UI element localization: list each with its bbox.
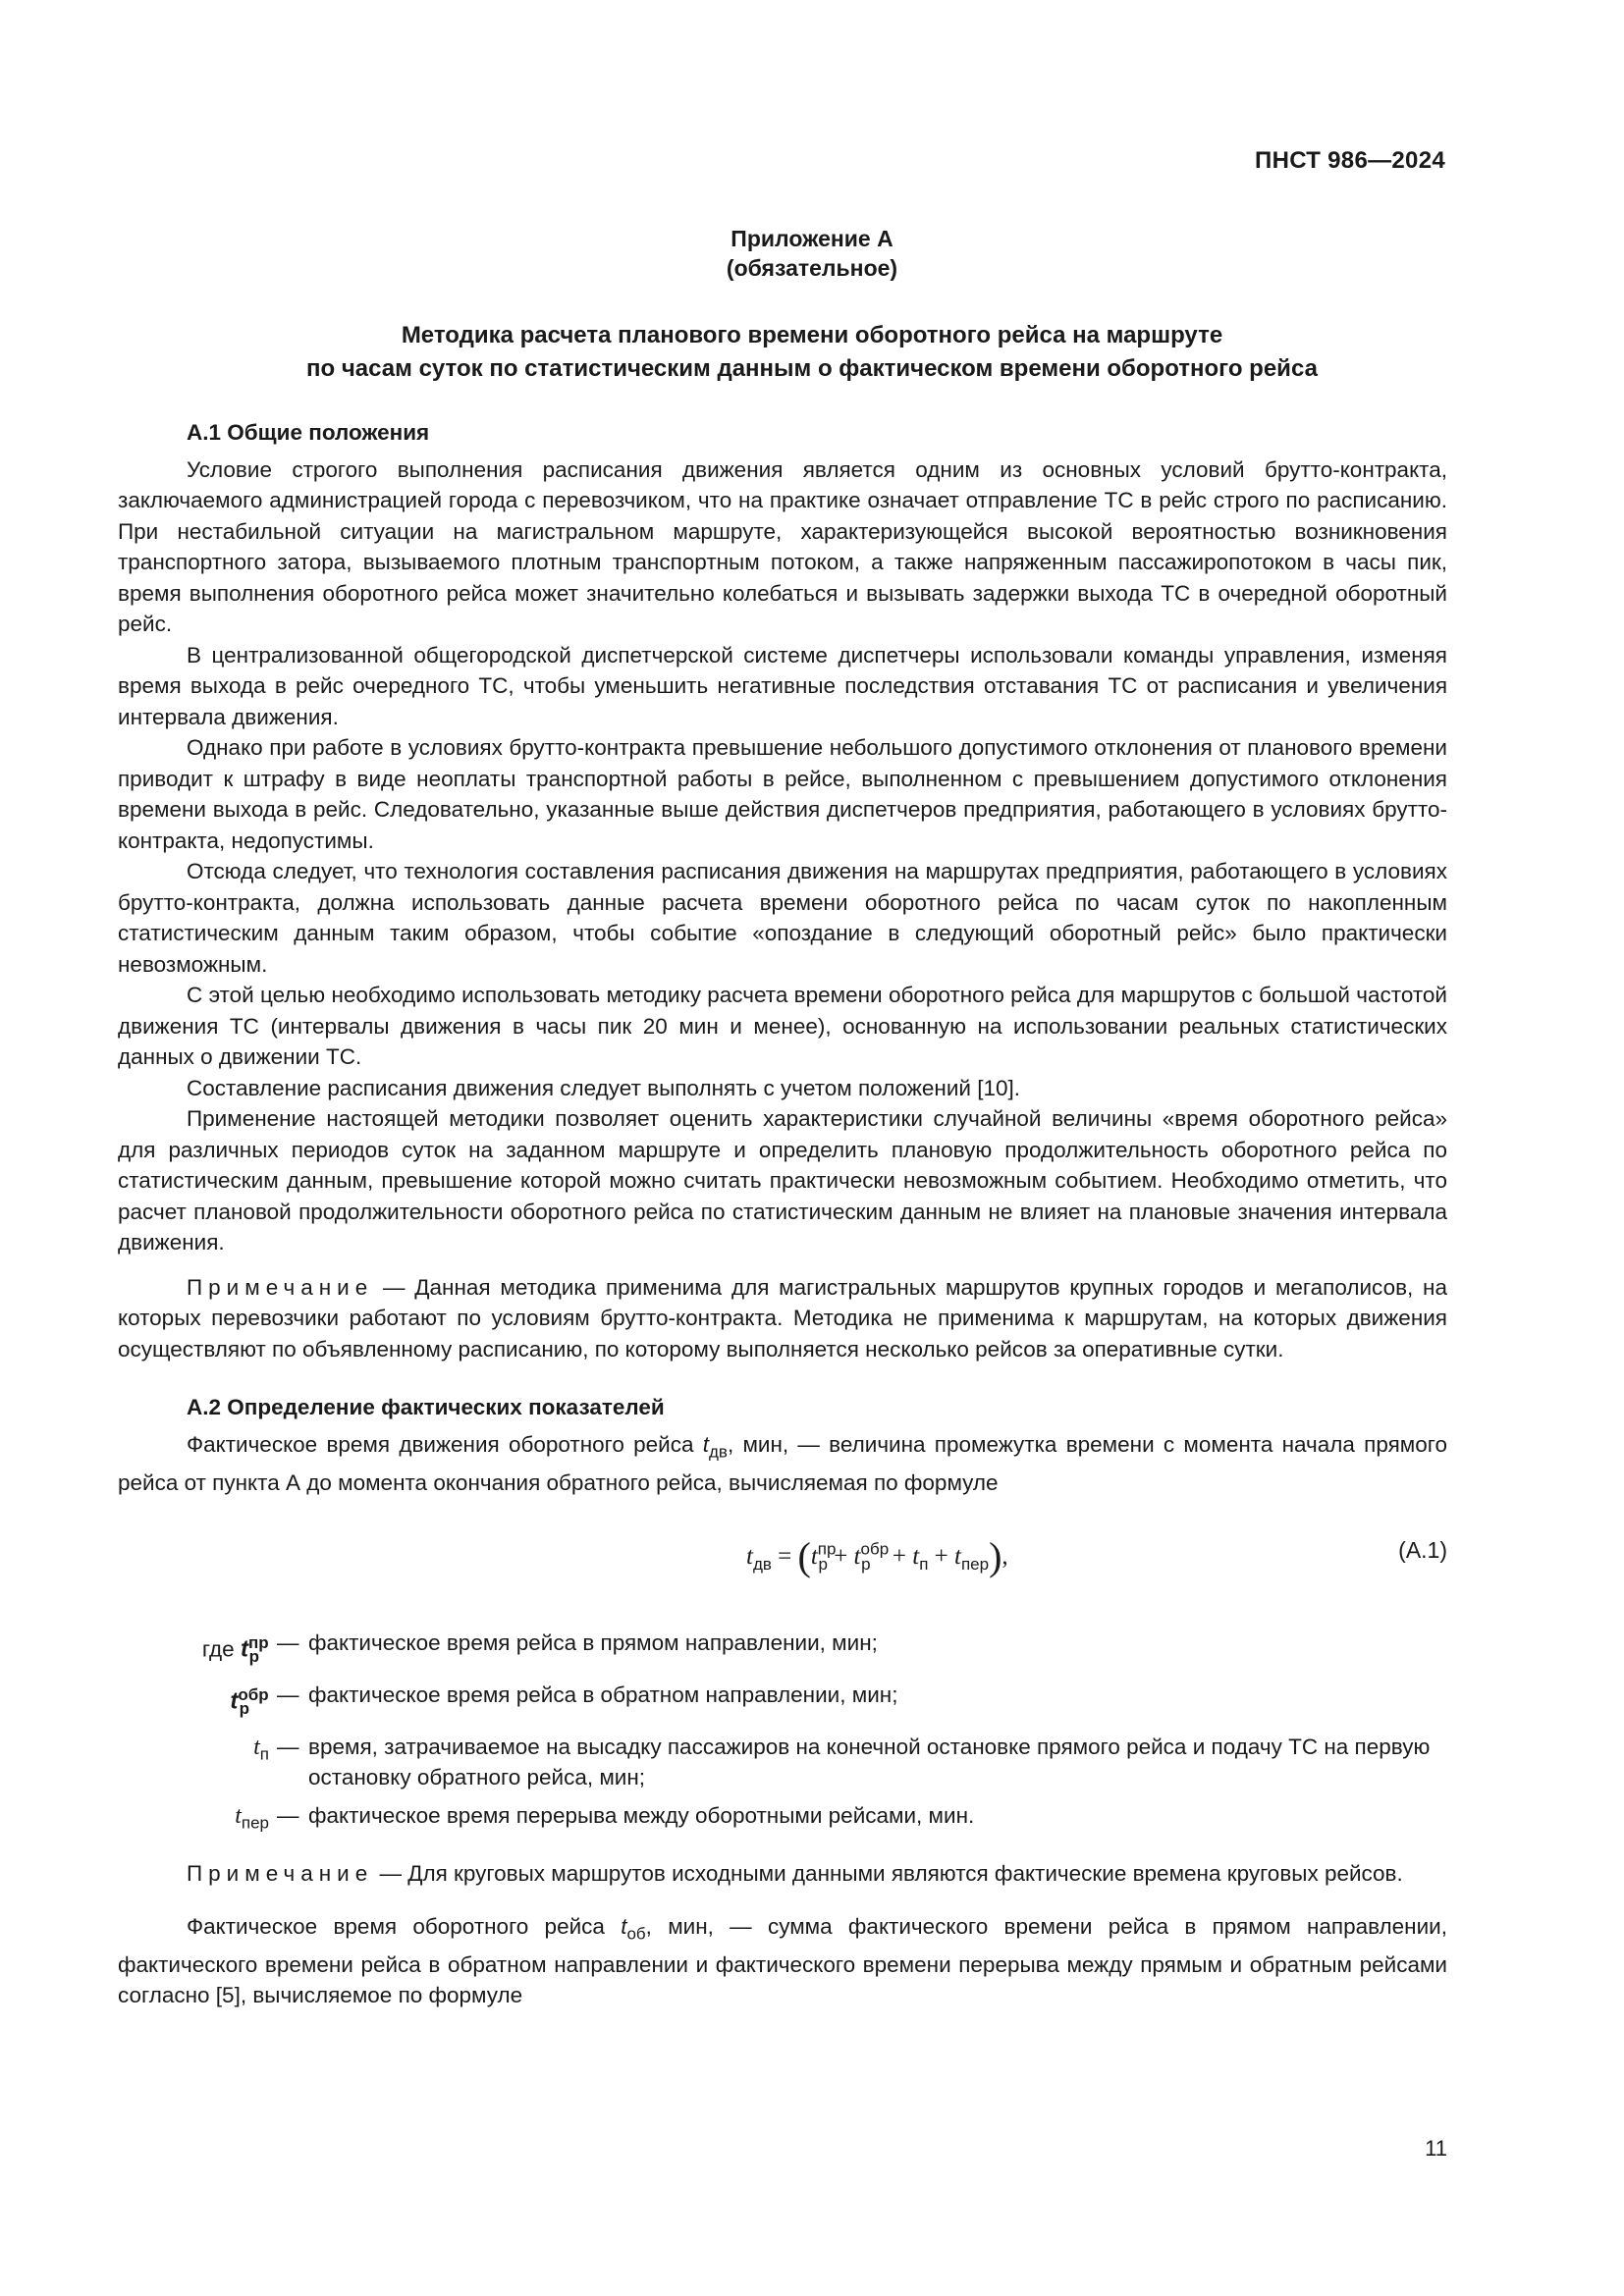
formula-subscript: дв: [752, 1555, 772, 1574]
formula-symbol: t: [912, 1543, 920, 1570]
note-text: — Для круговых маршрутов исходными данными являются фактические времена круговых рейсов.: [373, 1861, 1403, 1886]
section-a2-heading: А.2 Определение фактических показателей: [187, 1395, 665, 1419]
formula-operator: +: [834, 1543, 848, 1570]
legend-text: фактическое время рейса в обратном направлении, мин;: [308, 1682, 898, 1707]
formula-subscript: п: [919, 1555, 929, 1574]
legend-dash: —: [277, 1735, 299, 1759]
legend-prefix: где: [201, 1636, 241, 1662]
paragraph: [118, 1911, 1447, 2011]
legend-sub: р: [239, 1699, 249, 1718]
t-symbol: t: [621, 1913, 627, 1939]
note: [118, 1858, 1447, 1890]
page-number: 11: [1425, 2136, 1447, 2161]
section-a1: [118, 417, 1447, 1364]
legend-row: [118, 1800, 1447, 1839]
note: [118, 1272, 1447, 1365]
paragraph: В централизованной общегородской диспетчерской системе диспетчеры использовали команды управления, изменяя время выхода в рейс очередного ТС, чтобы уменьшить негативные последствия отставания ТС от расписания и увеличения интервала движения.: [118, 642, 1447, 729]
formula-operator: +: [892, 1543, 906, 1570]
paragraph: Применение настоящей методики позволяет оценить характеристики случайной величины «время оборотного рейса» для различных периодов суток на заданном маршруте и определить плановую продолжительность оборотного рейса по статистическим данным, превышение которой можно считать практически невозможным событием. Необходимо отметить, что расчет плановой продолжительности оборотного рейса по статистическим данным не влияет на плановые значения интервала движения.: [118, 1106, 1447, 1255]
paragraph: Составление расписания движения следует выполнять с учетом положений [10].: [187, 1075, 1021, 1100]
legend-row: [118, 1680, 1447, 1724]
t-subscript: об: [626, 1924, 646, 1943]
legend-dash: —: [277, 1630, 299, 1655]
formula-a1: [118, 1531, 1447, 1590]
document-code: ПНСТ 986—2024: [1255, 147, 1445, 174]
legend-sup: пр: [247, 1633, 269, 1652]
formula-superscript: обр: [860, 1539, 890, 1559]
closing-text: Фактическое время оборотного рейса: [187, 1913, 622, 1939]
section-a2: [118, 1392, 1447, 1498]
formula-operator: +: [934, 1543, 948, 1570]
paragraph: Однако при работе в условиях брутто-контракта превышение небольшого допустимого отклонения от планового времени приводит к штрафу в виде неоплаты транспортной работы в рейсе, выполненном с превышением допустимого отклонения времени выхода в рейс. Следовательно, указанные выше действия диспетчеров предприятия, работающего в условиях брутто-контракта, недопустимы.: [118, 735, 1447, 853]
formula-symbol: t: [954, 1543, 961, 1570]
legend-symbol: [118, 1680, 277, 1724]
note-label: Примечание: [187, 1861, 374, 1886]
formula-subscript: р: [818, 1555, 828, 1574]
legend-symbol: [118, 1800, 277, 1839]
intro-text: Фактическое время движения оборотного рейса: [187, 1431, 703, 1457]
legend-text: время, затрачиваемое на высадку пассажиров на конечной остановке прямого рейса и подачу ТС на первую остановку обратного рейса, мин;: [308, 1735, 1431, 1789]
formula-paren-close: ): [989, 1534, 1002, 1578]
formula-expression: [746, 1533, 1008, 1579]
legend-sub: п: [259, 1744, 269, 1764]
formula-operator: =: [778, 1543, 792, 1570]
formula-symbol: t: [746, 1543, 753, 1570]
section-a1-heading: А.1 Общие положения: [187, 420, 430, 445]
legend-t: t: [240, 1635, 248, 1663]
formula-paren-open: (: [797, 1534, 811, 1578]
legend-text: фактическое время перерыва между оборотными рейсами, мин.: [308, 1803, 975, 1828]
note-label: Примечание: [187, 1274, 374, 1300]
formula-number: (А.1): [1398, 1537, 1447, 1563]
main-title-line-1: Методика расчета планового времени оборотного рейса на маршруте: [401, 322, 1223, 348]
paragraph: [118, 1429, 1447, 1499]
legend-dash: —: [277, 1803, 299, 1828]
closing-text: , мин, — сумма фактического времени рейса в прямом направлении, фактического времени рейса в обратном направлении и фактического времени перерыва между прямым и обратным рейсами согласно [5], вычисляемое по формуле: [118, 1913, 1447, 2007]
formula-superscript: пр: [817, 1539, 837, 1559]
legend-t: t: [235, 1803, 242, 1829]
legend-row: [118, 1628, 1447, 1672]
legend-row: [118, 1732, 1447, 1792]
main-title: [0, 319, 1624, 386]
appendix-status: (обязательное): [726, 255, 898, 281]
formula-subscript: пер: [960, 1555, 990, 1574]
note-text: — Данная методика применима для магистральных маршрутов крупных городов и мегаполисов, на которых перевозчики работают по условиям брутто-контракта. Методика не применима к маршрутам, на которых движения осуществляют по объявленному расписанию, по которому выполняется несколько рейсов за оперативные сутки.: [118, 1274, 1447, 1362]
formula-comma: ,: [1001, 1543, 1008, 1570]
t-symbol: t: [702, 1431, 709, 1457]
legend-t: t: [253, 1735, 260, 1760]
appendix-title: Приложение А: [731, 226, 893, 251]
legend-dash: —: [277, 1682, 299, 1707]
legend-symbol: [118, 1628, 277, 1672]
legend-sup: обр: [238, 1685, 269, 1704]
section-a2-tail: [118, 1858, 1447, 2011]
appendix-heading: [0, 224, 1624, 283]
legend-t: t: [230, 1687, 239, 1715]
legend-symbol: [118, 1732, 277, 1792]
legend-sub: р: [248, 1647, 259, 1666]
t-subscript: дв: [709, 1442, 728, 1461]
formula-symbol: t: [853, 1543, 861, 1570]
main-title-line-2: по часам суток по статистическим данным о фактическом времени оборотного рейса: [306, 355, 1318, 382]
intro-text: , мин, — величина промежутка времени с момента начала прямого рейса от пункта А до момента окончания обратного рейса, вычисляемая по формуле: [118, 1431, 1447, 1495]
paragraph: Отсюда следует, что технология составления расписания движения на маршрутах предприятия, работающего в условиях брутто-контракта, должна использовать данные расчета времени оборотного рейса по часам суток по накопленным статистическим данным таким образом, чтобы событие «опоздание в следующий оборотный рейс» было практически невозможным.: [118, 859, 1447, 977]
legend-sub: пер: [241, 1813, 269, 1833]
legend-text: фактическое время рейса в прямом направлении, мин;: [308, 1630, 878, 1655]
formula-legend: [118, 1628, 1447, 1846]
paragraph: Условие строгого выполнения расписания движения является одним из основных условий брутто-контракта, заключаемого администрацией города с перевозчиком, что на практике означает отправление ТС в рейс строго по расписанию. При нестабильной ситуации на магистральном маршруте, характеризующейся высокой вероятностью возникновения транспортного затора, вызываемого плотным транспортным потоком, а также напряженным пассажиропотоком в часы пик, время выполнения оборотного рейса может значительно колебаться и вызывать задержки выхода ТС в очередной оборотный рейс.: [118, 456, 1447, 636]
paragraph: С этой целью необходимо использовать методику расчета времени оборотного рейса для маршрутов с большой частотой движения ТС (интервалы движения в часы пик 20 мин и менее), основанную на использовании реальных статистических данных о движении ТС.: [118, 983, 1447, 1069]
formula-subscript: р: [861, 1555, 871, 1574]
formula-symbol: t: [810, 1543, 818, 1570]
